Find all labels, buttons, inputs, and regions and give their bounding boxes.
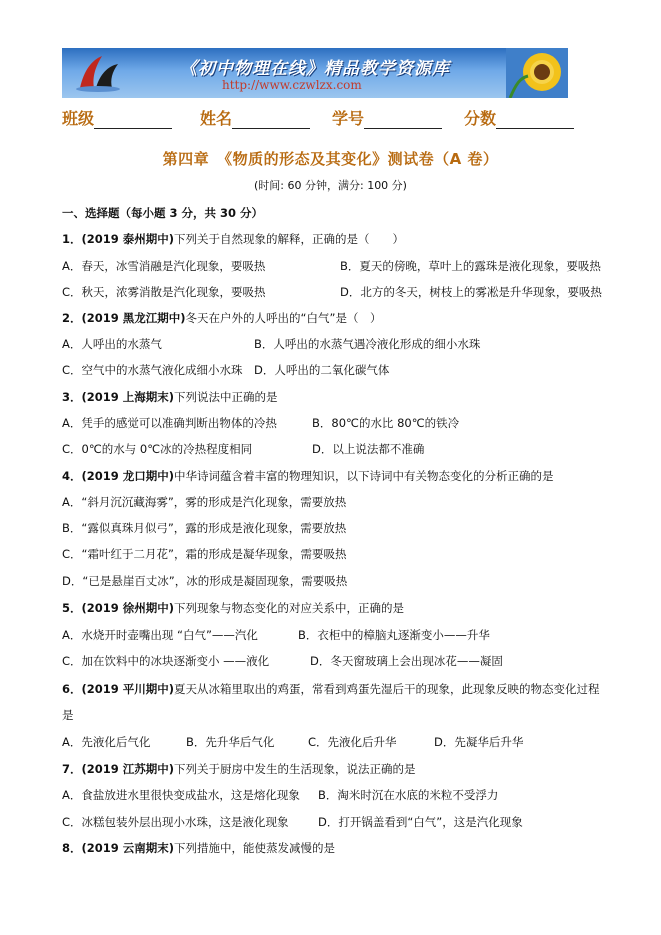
option-d: D．先凝华后升华 <box>434 735 524 749</box>
exam-info: (时间: 60 分钟，满分: 100 分) <box>254 179 407 192</box>
student-id-label: 学号 <box>332 109 365 128</box>
banner-title: 《初中物理在线》精品教学资源库 <box>180 59 450 79</box>
option-c: C．0℃的水与 0℃冰的冷热程度相同 <box>62 442 253 456</box>
option-a: A．先液化后气化 <box>62 735 151 749</box>
question-text: 夏天从冰箱里取出的鸡蛋，常看到鸡蛋先湿后干的现象，此现象反映的物态变化过程 <box>174 682 600 696</box>
option-b: B．衣柜中的樟脑丸逐渐变小——升华 <box>298 628 490 642</box>
question-source: (2019 江苏期中) <box>81 762 175 776</box>
option-c: C．秋天，浓雾消散是汽化现象，要吸热 <box>62 285 266 299</box>
option-a: A．食盐放进水里很快变成盐水，这是熔化现象 <box>62 788 300 802</box>
question-text: 冬天在户外的人呼出的“白气”是（ ） <box>185 311 382 325</box>
option-c: C．冰糕包装外层出现小水珠，这是液化现象 <box>62 815 289 829</box>
question-7 <box>62 761 416 777</box>
option-b: B．夏天的傍晚，草叶上的露珠是液化现象，要吸热 <box>340 259 601 273</box>
question-number: 7． <box>62 762 82 776</box>
option-b: B．先升华后气化 <box>186 735 275 749</box>
question-source: (2019 上海期末) <box>81 390 175 404</box>
option-d: D．“已是悬崖百丈冰”，冰的形成是凝固现象，需要吸热 <box>62 574 348 588</box>
question-text: 下列关于厨房中发生的生活现象，说法正确的是 <box>174 762 416 776</box>
question-number: 5． <box>62 601 82 615</box>
question-number: 4． <box>62 469 82 483</box>
header-banner <box>62 48 568 98</box>
question-text: 下列措施中，能使蒸发减慢的是 <box>174 841 336 855</box>
option-c: C．“霜叶红于二月花”，霜的形成是凝华现象，需要吸热 <box>62 547 347 561</box>
student-info-row <box>62 106 582 130</box>
sunflower-icon <box>506 48 568 98</box>
question-5 <box>62 600 404 616</box>
option-a: A．水烧开时壶嘴出现 “白气”——汽化 <box>62 628 258 642</box>
question-4 <box>62 468 554 484</box>
question-6 <box>62 681 600 697</box>
option-d: D．打开锅盖看到“白气”，这是汽化现象 <box>318 815 523 829</box>
class-label: 班级 <box>62 109 95 128</box>
question-1 <box>62 231 404 247</box>
question-text: 下列说法中正确的是 <box>174 390 278 404</box>
option-c: C．先液化后升华 <box>308 735 397 749</box>
question-text: 下列现象与物态变化的对应关系中，正确的是 <box>174 601 405 615</box>
option-b: B．80℃的水比 80℃的铁冷 <box>312 416 460 430</box>
option-c: C．加在饮料中的冰块逐渐变小 ——液化 <box>62 654 270 668</box>
question-8 <box>62 840 335 856</box>
option-b: B．淘米时沉在水底的米粒不受浮力 <box>318 788 499 802</box>
question-number: 6． <box>62 682 82 696</box>
question-source: (2019 龙口期中) <box>81 469 175 483</box>
name-label: 姓名 <box>200 109 233 128</box>
option-b: B．“露似真珠月似弓”，露的形成是液化现象，需要放热 <box>62 521 347 535</box>
option-a: A．人呼出的水蒸气 <box>62 337 162 351</box>
logo-icon <box>70 52 126 94</box>
question-text: 下列关于自然现象的解释，正确的是（ ） <box>174 232 405 246</box>
question-source: (2019 云南期末) <box>81 841 175 855</box>
question-source: (2019 泰州期中) <box>81 232 175 246</box>
name-field[interactable] <box>232 110 310 129</box>
section-heading: 一、选择题（每小题 3 分，共 30 分） <box>62 206 264 220</box>
option-b: B．人呼出的水蒸气遇冷液化形成的细小水珠 <box>254 337 481 351</box>
question-number: 8． <box>62 841 82 855</box>
question-number: 3． <box>62 390 82 404</box>
student-id-field[interactable] <box>364 110 442 129</box>
question-source: (2019 徐州期中) <box>81 601 175 615</box>
question-source: (2019 黑龙江期中) <box>81 311 186 325</box>
option-a: A．凭手的感觉可以准确判断出物体的冷热 <box>62 416 277 430</box>
option-d: D．人呼出的二氧化碳气体 <box>254 363 390 377</box>
question-source: (2019 平川期中) <box>81 682 175 696</box>
option-d: D．冬天窗玻璃上会出现冰花——凝固 <box>310 654 503 668</box>
option-a: A．“斜月沉沉藏海雾”，雾的形成是汽化现象，需要放热 <box>62 495 347 509</box>
option-d: D．北方的冬天，树枝上的雾凇是升华现象，要吸热 <box>340 285 602 299</box>
question-number: 1． <box>62 232 82 246</box>
question-text-continued: 是 <box>62 708 74 722</box>
banner-url: http://www.czwlzx.com <box>222 78 362 92</box>
page-title: 第四章 《物质的形态及其变化》测试卷（A 卷） <box>162 150 499 168</box>
question-2 <box>62 310 381 326</box>
question-text: 中华诗词蕴含着丰富的物理知识，以下诗词中有关物态变化的分析正确的是 <box>174 469 554 483</box>
class-field[interactable] <box>94 110 172 129</box>
score-label: 分数 <box>464 109 497 128</box>
option-d: D．以上说法都不准确 <box>312 442 425 456</box>
option-c: C．空气中的水蒸气液化成细小水珠 <box>62 363 243 377</box>
score-field[interactable] <box>496 110 574 129</box>
question-number: 2． <box>62 311 82 325</box>
question-3 <box>62 389 278 405</box>
option-a: A．春天，冰雪消融是汽化现象，要吸热 <box>62 259 266 273</box>
